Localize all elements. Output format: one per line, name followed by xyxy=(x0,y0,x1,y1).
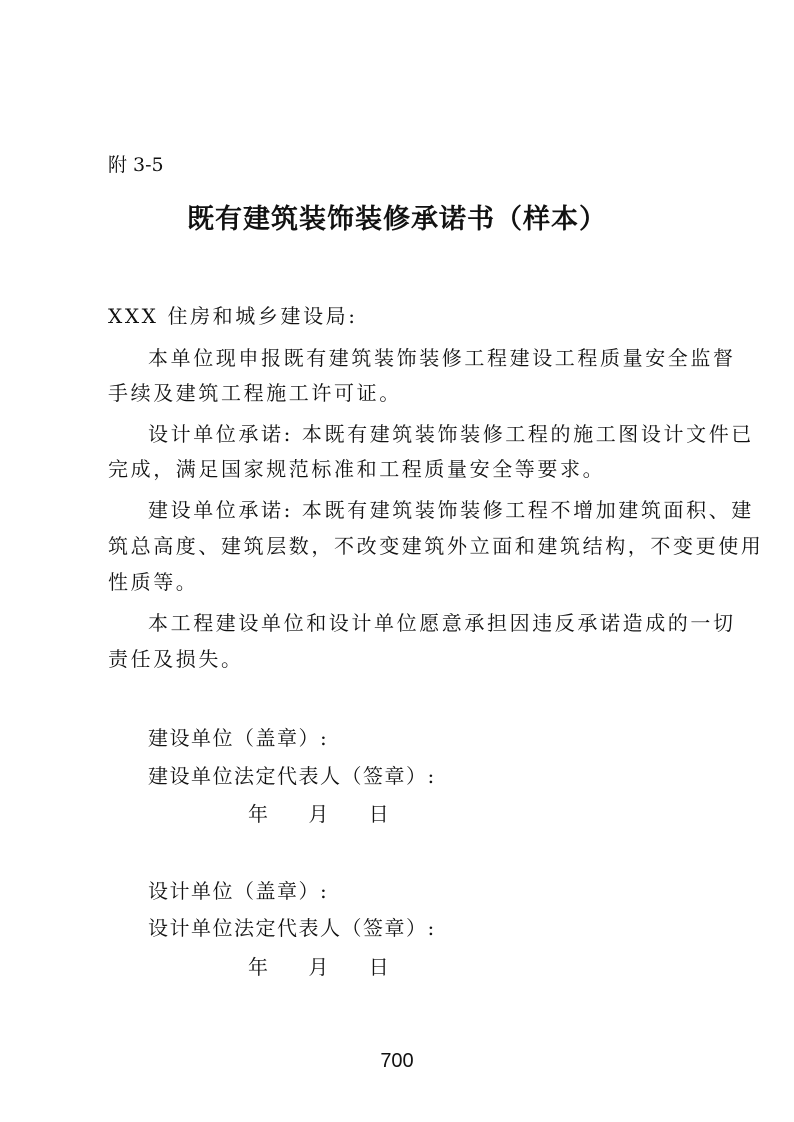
paragraph-line: 本单位现申报既有建筑装饰装修工程建设工程质量安全监督 xyxy=(148,346,736,370)
page-number: 700 xyxy=(380,1050,414,1072)
construction-date-line xyxy=(248,798,390,827)
year-label: 年 xyxy=(248,955,270,979)
paragraph-line: 筑总高度、建筑层数，不改变建筑外立面和建筑结构，不变更使用 xyxy=(108,534,764,558)
month-label: 月 xyxy=(308,802,330,826)
paragraph-line: 设计单位承诺: 本既有建筑装饰装修工程的施工图设计文件已 xyxy=(148,422,754,446)
design-representative-label: 设计单位法定代表人（签章）: xyxy=(148,916,436,940)
paragraph-line: 建设单位承诺: 本既有建筑装饰装修工程不增加建筑面积、建 xyxy=(148,498,754,522)
design-unit-seal-label: 设计单位（盖章）: xyxy=(148,879,329,903)
day-label: 日 xyxy=(368,802,391,826)
paragraph-line: 本工程建设单位和设计单位愿意承担因违反承诺造成的一切 xyxy=(148,611,736,635)
paragraph-line: 性质等。 xyxy=(108,570,199,594)
year-label: 年 xyxy=(248,802,270,826)
design-date-line xyxy=(248,951,390,980)
paragraph-line: 手续及建筑工程施工许可证。 xyxy=(108,381,402,405)
appendix-label: 附 3-5 xyxy=(108,154,164,176)
salutation: XXX 住房和城乡建设局: xyxy=(108,304,358,328)
month-label: 月 xyxy=(308,955,330,979)
document-title: 既有建筑装饰装修承诺书（样本） xyxy=(187,204,607,235)
paragraph-line: 完成，满足国家规范标准和工程质量安全等要求。 xyxy=(108,457,606,481)
construction-representative-label: 建设单位法定代表人（签章）: xyxy=(148,764,436,788)
day-label: 日 xyxy=(368,955,391,979)
paragraph-line: 责任及损失。 xyxy=(108,647,244,671)
construction-unit-seal-label: 建设单位（盖章）: xyxy=(148,726,329,750)
